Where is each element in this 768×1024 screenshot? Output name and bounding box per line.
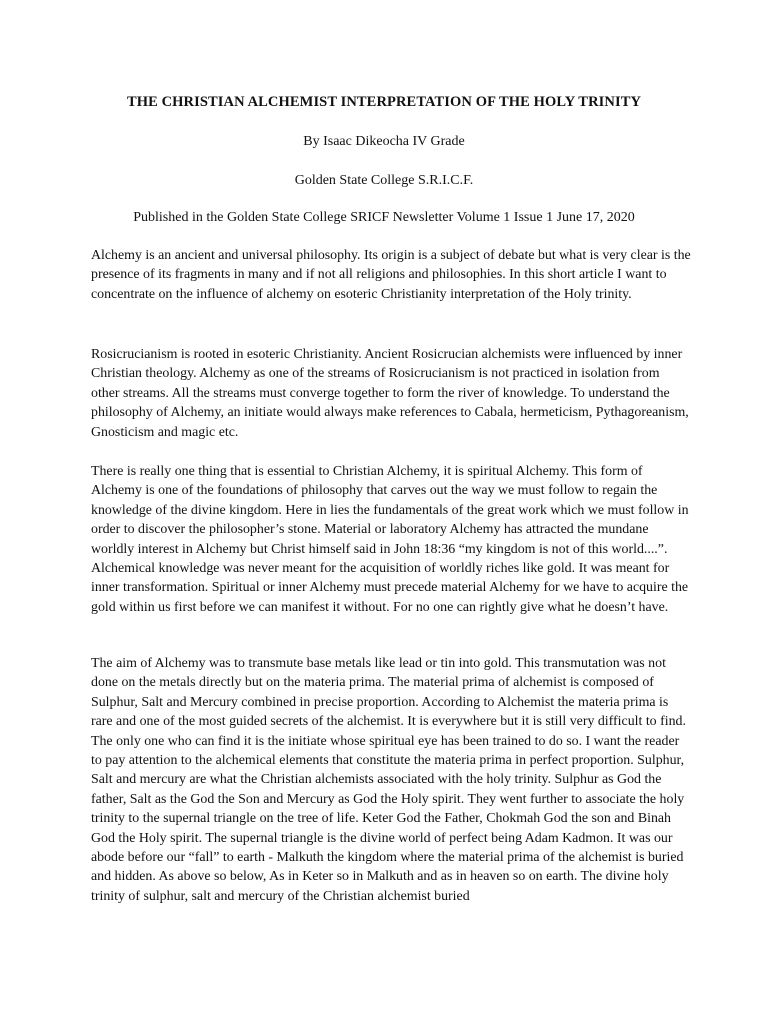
paragraph-2: Rosicrucianism is rooted in esoteric Christianity. Ancient Rosicrucian alchemists were influenced by inner Christian theology. Alchemy as one of the streams of Rosicrucianism is not practiced in isolation from other streams. All the streams must converge together to form the river of knowledge. To understand the philosophy of Alchemy, an initiate would always make references to Cabala, hermeticism, Pythagoreanism, Gnosticism and magic etc. (91, 347, 689, 440)
college-name: Golden State College S.R.I.C.F. (294, 173, 474, 188)
document-title: THE CHRISTIAN ALCHEMIST INTERPRETATION OF THE HOLY TRINITY (126, 94, 642, 110)
paragraph-4: The aim of Alchemy was to transmute base metals like lead or tin into gold. This transmutation was not done on the metals directly but on the materia prima. The material prima of alchemist is composed of Sulphur, Salt and Mercury combined in precise proportion. According to Alchemist the materia prima is rare and one of the most guided secrets of the alchemist. It is everywhere but it is still very difficult to find. The only one who can find it is the initiate whose spiritual eye has been trained to do so. I want the reader to pay attention to the alchemical elements that constitute the materia prima in perfect proportion. Sulphur, Salt and mercury are what the Christian alchemists associated with the holy trinity. Sulphur as God the father, Salt as the God the Son and Mercury as God the Holy spirit. They went further to associate the holy trinity to the supernal triangle on the tree of life. Keter God the Father, Chokmah God the son and Binah God the Holy spirit. The supernal triangle is the divine world of perfect being Adam Kadmon. It was our abode before our “fall” to earth - Malkuth the kingdom where the material prima of the alchemist is buried and hidden. As above so below, As in Keter so in Malkuth and as in heaven so on earth. The divine holy trinity of sulphur, salt and mercury of the Christian alchemist buried (91, 656, 686, 904)
author-byline: By Isaac Dikeocha IV Grade (303, 134, 465, 149)
paragraph-3: There is really one thing that is essential to Christian Alchemy, it is spiritual Alchemy. This form of Alchemy is one of the foundations of philosophy that carves out the way we must follow to regain the knowledge of the divine kingdom. Here in lies the fundamentals of the great work which we must follow in order to discover the philosopher’s stone. Material or laboratory Alchemy has attracted the mundane worldly interest in Alchemy but Christ himself said in John 18:36 “my kingdom is not of this world....”. Alchemical knowledge was never meant for the acquisition of worldly riches like gold. It was meant for inner transformation. Spiritual or inner Alchemy must precede material Alchemy for we have to acquire the gold within us first before we can manifest it without. For no one can rightly give what he doesn’t have. (91, 464, 689, 615)
paragraph-1: Alchemy is an ancient and universal philosophy. Its origin is a subject of debate but what is very clear is the presence of its fragments in many and if not all religions and philosophies. In this short article I want to concentrate on the influence of alchemy on esoteric Christianity interpretation of the Holy trinity. (91, 248, 691, 302)
publication-note: Published in the Golden State College SRICF Newsletter Volume 1 Issue 1 June 17, 2020 (133, 210, 635, 225)
